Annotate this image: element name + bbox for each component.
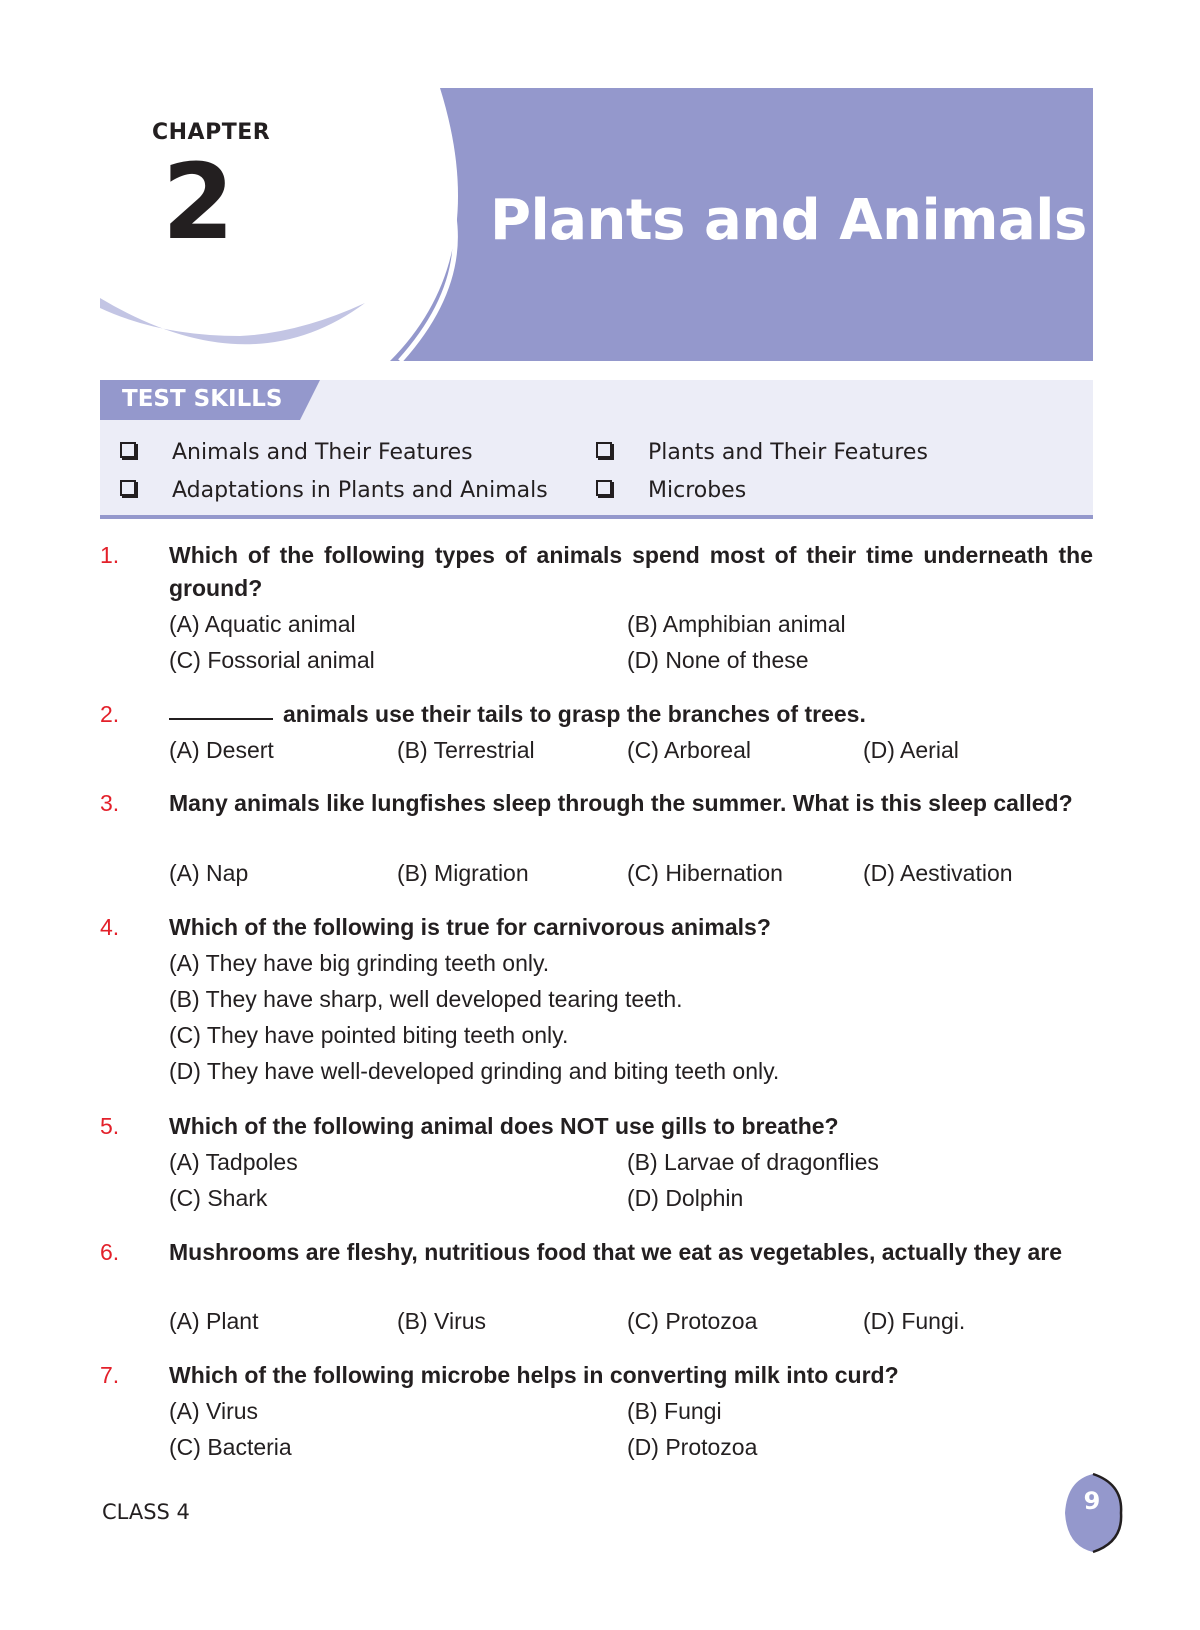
question-option: (C) Shark xyxy=(169,1185,268,1211)
question-option: (B) They have sharp, well developed tearing teeth. xyxy=(169,986,683,1012)
question-option: (A) Aquatic animal xyxy=(169,611,356,637)
chapter-label: CHAPTER xyxy=(152,120,271,145)
question-number: 2. xyxy=(100,701,120,727)
question-number: 7. xyxy=(100,1362,120,1388)
question-option: (B) Fungi xyxy=(627,1398,722,1424)
question-option: (D) Fungi. xyxy=(863,1308,966,1334)
page-number: 9 xyxy=(1083,1487,1101,1515)
question-option: (A) Desert xyxy=(169,737,274,763)
question-option: (C) Arboreal xyxy=(627,737,751,763)
question-option: (C) Fossorial animal xyxy=(169,647,375,673)
test-skills-heading: TEST SKILLS xyxy=(122,386,283,412)
skill-item: Microbes xyxy=(596,478,746,503)
question-number: 3. xyxy=(100,790,120,816)
question-option: (A) They have big grinding teeth only. xyxy=(169,950,550,976)
question-option: (C) They have pointed biting teeth only. xyxy=(169,1022,569,1048)
question-option: (D) Aestivation xyxy=(863,860,1013,886)
question-option: (C) Protozoa xyxy=(627,1308,758,1334)
question-number: 6. xyxy=(100,1239,120,1265)
question-option: (B) Migration xyxy=(397,860,529,886)
question-option: (A) Tadpoles xyxy=(169,1149,298,1175)
test-skills-box xyxy=(100,380,1093,519)
question-text: Which of the following microbe helps in converting milk into curd? xyxy=(169,1362,899,1388)
question-option: (B) Amphibian animal xyxy=(627,611,846,637)
question-option: (A) Virus xyxy=(169,1398,259,1424)
question-option: (A) Plant xyxy=(169,1308,259,1334)
question-number: 1. xyxy=(100,542,120,568)
chapter-banner xyxy=(100,88,1093,361)
question-text: Mushrooms are fleshy, nutritious food that we eat as vegetables, actually they are xyxy=(169,1239,1062,1265)
question-option: (B) Larvae of dragonflies xyxy=(627,1149,879,1175)
question-text: animals use their tails to grasp the branches of trees. xyxy=(169,698,1093,731)
checkbox-icon xyxy=(596,442,612,458)
question-option: (D) They have well-developed grinding and biting teeth only. xyxy=(169,1058,780,1084)
chapter-title: Plants and Animals xyxy=(490,188,1087,253)
question-text: Which of the following is true for carnivorous animals? xyxy=(169,914,771,940)
question-number: 4. xyxy=(100,914,120,940)
question-option: (D) None of these xyxy=(627,647,809,673)
chapter-number: 2 xyxy=(162,141,235,263)
question-option: (B) Virus xyxy=(397,1308,487,1334)
question-option: (B) Terrestrial xyxy=(397,737,535,763)
footer-class-label: CLASS 4 xyxy=(102,1500,190,1524)
question-option: (C) Bacteria xyxy=(169,1434,292,1460)
skill-item: Adaptations in Plants and Animals xyxy=(120,478,548,503)
question-option: (A) Nap xyxy=(169,860,249,886)
question-text: Which of the following types of animals spend most of their time underneath the ground? xyxy=(169,542,1093,601)
checkbox-icon xyxy=(120,442,136,458)
answer-blank xyxy=(169,718,273,720)
question-option: (D) Dolphin xyxy=(627,1185,744,1211)
question-option: (D) Protozoa xyxy=(627,1434,758,1460)
skill-item: Plants and Their Features xyxy=(596,440,928,465)
question-option: (C) Hibernation xyxy=(627,860,783,886)
checkbox-icon xyxy=(120,480,136,496)
checkbox-icon xyxy=(596,480,612,496)
skill-item: Animals and Their Features xyxy=(120,440,473,465)
question-text: Which of the following animal does NOT use gills to breathe? xyxy=(169,1113,839,1139)
question-number: 5. xyxy=(100,1113,120,1139)
question-text: Many animals like lungfishes sleep through the summer. What is this sleep called? xyxy=(169,790,1073,816)
question-option: (D) Aerial xyxy=(863,737,959,763)
